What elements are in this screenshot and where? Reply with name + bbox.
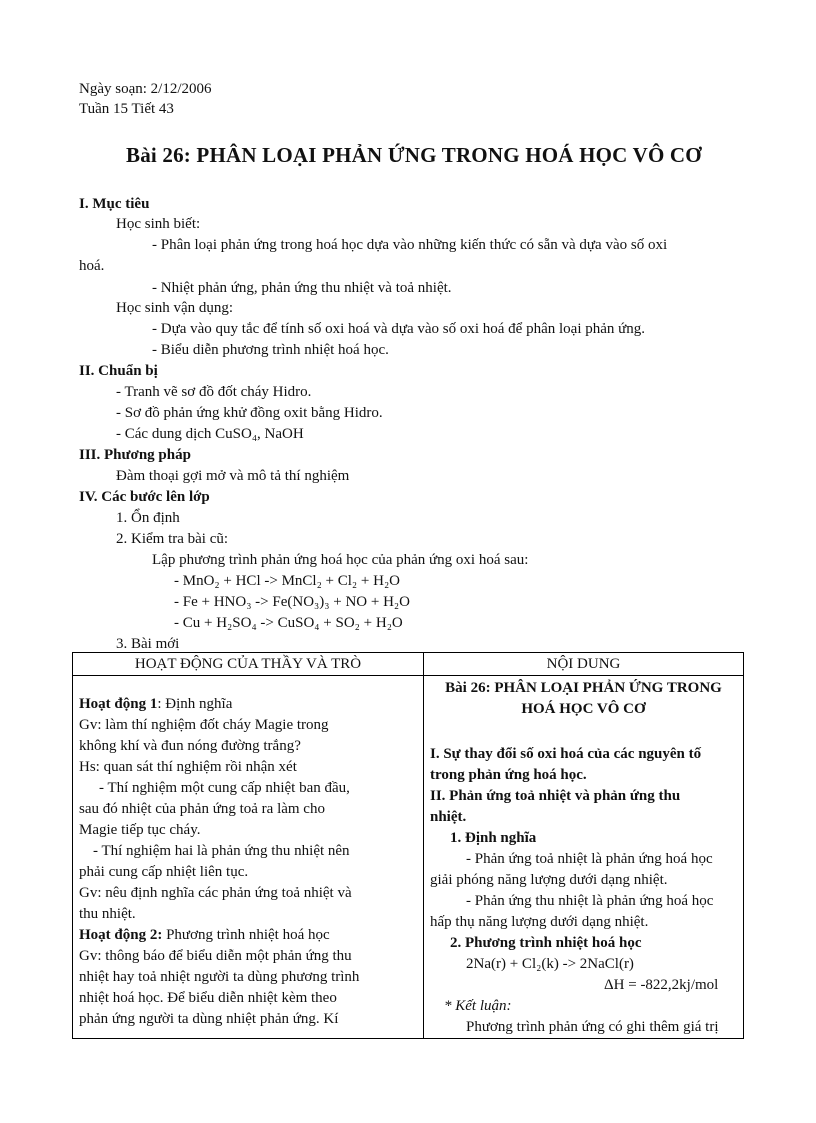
content-subheading-2: 2. Phương trình nhiệt hoá học [450,935,642,951]
date-line: Ngày soạn: 2/12/2006 [79,81,212,97]
definition-1-cont: giải phóng năng lượng dưới dạng nhiệt. [430,872,668,888]
activity-1-heading: Hoạt động 1: Định nghĩa [79,696,233,712]
left-line: nhiệt hoá học. Để biểu diễn nhiệt kèm theo [79,990,337,1006]
definition-2-cont: hấp thụ năng lượng dưới dạng nhiệt. [430,914,649,930]
content-subheading-1: 1. Định nghĩa [450,830,537,846]
left-line: không khí và đun nóng đường trắng? [79,738,301,754]
left-line: Gv: nêu định nghĩa các phản ứng toả nhiệt và [79,885,352,901]
content-title-line-2: HOÁ HỌC VÔ CƠ [521,701,646,717]
left-line: Magie tiếp tục cháy. [79,822,201,838]
left-line: sau đó nhiệt của phản ứng toả ra làm cho [79,801,325,817]
enthalpy-value: ΔH = -822,2kj/mol [604,977,719,993]
left-line: thu nhiệt. [79,906,136,922]
left-line: phải cung cấp nhiệt liên tục. [79,864,249,880]
page-title: Bài 26: PHÂN LOẠI PHẢN ỨNG TRONG HOÁ HỌC VÔ CƠ [126,143,702,167]
left-line: - Thí nghiệm một cung cấp nhiệt ban đầu, [99,780,350,796]
prep-item-3: - Các dung dịch CuSO₄, NaOH [116,426,304,442]
step-3: 3. Bài mới [116,636,180,652]
col-header-activities: HOẠT ĐỘNG CỦA THẦY VÀ TRÒ [73,653,424,676]
know-item-1: - Phân loại phản ứng trong hoá học dựa vào những kiến thức có sẵn và dựa vào số oxi [152,237,668,253]
content-cell [424,676,744,1039]
activity-2-heading: Hoạt động 2: Phương trình nhiệt hoá học [79,927,330,943]
review-task: Lập phương trình phản ứng hoá học của phản ứng oxi hoá sau: [152,552,529,568]
method-text: Đàm thoại gợi mở và mô tả thí nghiệm [116,468,350,484]
know-item-2: - Nhiệt phản ứng, phản ứng thu nhiệt và toả nhiệt. [152,280,452,296]
week-line: Tuần 15 Tiết 43 [79,101,174,117]
definition-2: - Phản ứng thu nhiệt là phản ứng hoá học [466,893,714,909]
prep-item-2: - Sơ đồ phản ứng khử đồng oxit bằng Hidro. [116,405,383,421]
equation-3: - Cu + H₂SO₄ -> CuSO₄ + SO₂ + H₂O [174,615,403,631]
know-item-1-cont: hoá. [79,258,105,274]
prep-item-1: - Tranh vẽ sơ đồ đốt cháy Hidro. [116,384,312,400]
section-2-heading: II. Chuẩn bị [79,363,158,379]
left-line: nhiệt hay toả nhiệt người ta dùng phương trình [79,969,360,985]
left-line: Gv: thông báo để biểu diễn một phản ứng thu [79,948,352,964]
lesson-table [72,652,744,1039]
content-section-2-cont: nhiệt. [430,809,467,825]
conclusion-label: * Kết luận: [444,998,512,1014]
content-section-1: I. Sự thay đổi số oxi hoá của các nguyên tố [430,746,702,762]
step-1: 1. Ổn định [116,510,180,526]
activities-cell [73,676,424,1039]
left-line: Hs: quan sát thí nghiệm rồi nhận xét [79,759,297,775]
know-label: Học sinh biết: [116,216,201,232]
definition-1: - Phản ứng toả nhiệt là phản ứng hoá học [466,851,713,867]
apply-label: Học sinh vận dụng: [116,300,234,316]
step-2: 2. Kiểm tra bài cũ: [116,531,229,547]
equation-1: - MnO₂ + HCl -> MnCl₂ + Cl₂ + H₂O [174,573,401,589]
section-3-heading: III. Phương pháp [79,447,191,463]
content-title-line-1: Bài 26: PHÂN LOẠI PHẢN ỨNG TRONG [445,680,722,696]
section-4-heading: IV. Các bước lên lớp [79,489,210,505]
left-line: - Thí nghiệm hai là phản ứng thu nhiệt nên [93,843,350,859]
section-1-heading: I. Mục tiêu [79,196,150,212]
left-line: phản ứng người ta dùng nhiệt phản ứng. Kí [79,1011,339,1027]
conclusion-text: Phương trình phản ứng có ghi thêm giá trị [466,1019,719,1035]
left-line: Gv: làm thí nghiệm đốt cháy Magie trong [79,717,329,733]
content-section-2: II. Phản ứng toả nhiệt và phản ứng thu [430,788,681,804]
thermo-equation: 2Na(r) + Cl₂(k) -> 2NaCl(r) [466,956,634,972]
apply-item-2: - Biểu diễn phương trình nhiệt hoá học. [152,342,389,358]
content-section-1-cont: trong phản ứng hoá học. [430,767,587,783]
equation-2: - Fe + HNO₃ -> Fe(NO₃)₃ + NO + H₂O [174,594,410,610]
apply-item-1: - Dựa vào quy tắc để tính số oxi hoá và dựa vào số oxi hoá để phân loại phản ứng. [152,321,646,337]
col-header-content: NỘI DUNG [424,653,744,676]
